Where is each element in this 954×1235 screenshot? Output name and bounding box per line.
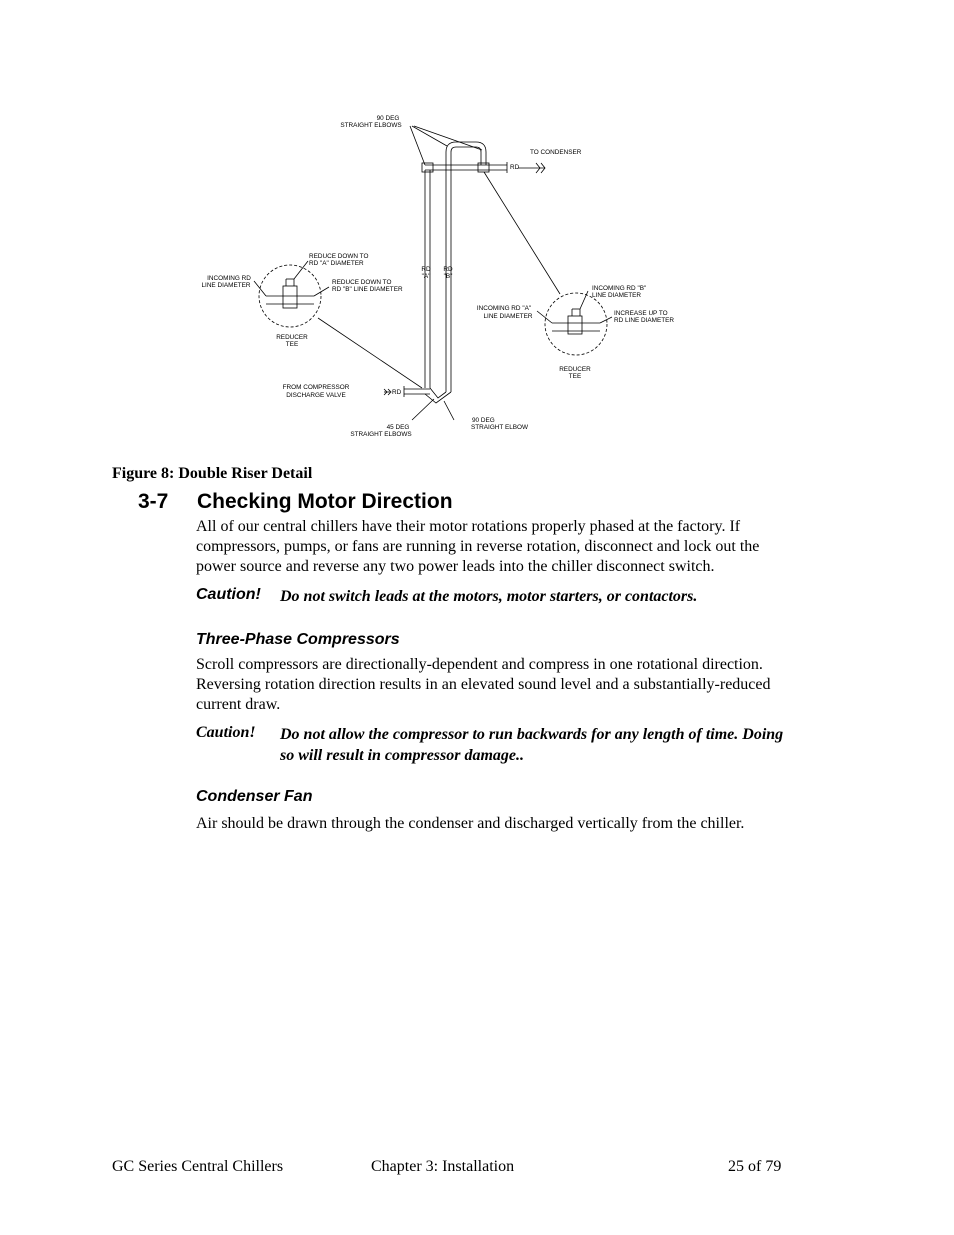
label-reduce-a-2: RD "A" DIAMETER bbox=[309, 260, 364, 267]
footer-center: Chapter 3: Installation bbox=[371, 1158, 515, 1175]
caution-text bbox=[280, 586, 697, 607]
footer-left: GC Series Central Chillers bbox=[112, 1158, 284, 1175]
label-rd-bottom: RD bbox=[392, 389, 402, 396]
footer-page-number: 25 of 79 bbox=[728, 1158, 782, 1175]
figure-caption: Figure 8: Double Riser Detail bbox=[112, 465, 313, 482]
label-incoming-rd-b-1: INCOMING RD "B" bbox=[592, 285, 647, 292]
label-reducer-tee-right-1: REDUCER bbox=[559, 366, 591, 373]
label-elbows-90-top-1: 90 DEG bbox=[376, 115, 400, 122]
label-reduce-b-1: REDUCE DOWN TO bbox=[332, 279, 392, 286]
intro-paragraph bbox=[196, 517, 836, 577]
label-reducer-tee-right-2: TEE bbox=[568, 373, 582, 380]
condenser-fan-heading: Condenser Fan bbox=[196, 788, 313, 805]
three-phase-line: Reversing rotation direction results in an elevated sound level and a substantially-reduced bbox=[196, 676, 771, 693]
caution-label-2: Caution! bbox=[196, 724, 256, 741]
label-reducer-tee-left-1: REDUCER bbox=[276, 334, 308, 341]
label-rd-b-2: "B" bbox=[443, 273, 453, 280]
condenser-fan-paragraph bbox=[196, 814, 836, 834]
label-elbows-45-1: 45 DEG bbox=[386, 424, 410, 431]
label-to-condenser: TO CONDENSER bbox=[530, 149, 582, 156]
label-elbow-90-bottom-1: 90 DEG bbox=[472, 417, 495, 424]
intro-line: power source and reverse any two power leads into the chiller disconnect switch. bbox=[196, 558, 715, 575]
label-incoming-rd-a-1: INCOMING RD "A" bbox=[476, 305, 532, 312]
caution-line: so will result in compressor damage.. bbox=[280, 747, 525, 764]
label-incoming-rd-2: LINE DIAMETER bbox=[201, 282, 251, 289]
three-phase-line: Scroll compressors are directionally-dependent and compress in one rotational direction. bbox=[196, 656, 763, 673]
label-elbows-90-top-2: STRAIGHT ELBOWS bbox=[340, 122, 402, 129]
section-title: Checking Motor Direction bbox=[197, 490, 453, 513]
label-reducer-tee-left-2: TEE bbox=[285, 341, 299, 348]
section-number: 3-7 bbox=[138, 490, 169, 513]
double-riser-diagram bbox=[196, 108, 682, 448]
label-rd-top: RD bbox=[510, 164, 520, 171]
intro-line: compressors, pumps, or fans are running in reverse rotation, disconnect and lock out the bbox=[196, 538, 760, 555]
label-rd-b-1: RD bbox=[443, 266, 453, 273]
condenser-fan-line: Air should be drawn through the condenser and discharged vertically from the chiller. bbox=[196, 815, 745, 832]
label-incoming-rd-b-2: LINE DIAMETER bbox=[592, 292, 642, 299]
label-from-compressor-2: DISCHARGE VALVE bbox=[286, 392, 346, 399]
label-from-compressor-1: FROM COMPRESSOR bbox=[282, 384, 350, 391]
label-reduce-b-2: RD "B" LINE DIAMETER bbox=[332, 286, 403, 293]
label-incoming-rd-1: INCOMING RD bbox=[207, 275, 251, 282]
caution-line: Do not switch leads at the motors, motor starters, or contactors. bbox=[280, 588, 698, 605]
label-rd-a-2: "A" bbox=[421, 273, 431, 280]
double-riser-drawing bbox=[196, 108, 682, 448]
label-increase-2: RD LINE DIAMETER bbox=[614, 317, 675, 324]
label-elbow-90-bottom-2: STRAIGHT ELBOW bbox=[471, 424, 529, 431]
label-rd-a-1: RD bbox=[421, 266, 431, 273]
label-reduce-a-1: REDUCE DOWN TO bbox=[309, 253, 369, 260]
label-incoming-rd-a-2: LINE DIAMETER bbox=[483, 313, 533, 320]
three-phase-heading: Three-Phase Compressors bbox=[196, 631, 400, 648]
caution-text-2 bbox=[280, 724, 783, 766]
three-phase-paragraph bbox=[196, 655, 836, 715]
label-elbows-45-2: STRAIGHT ELBOWS bbox=[350, 431, 412, 438]
three-phase-line: current draw. bbox=[196, 696, 281, 713]
caution-label: Caution! bbox=[196, 586, 261, 603]
label-increase-1: INCREASE UP TO bbox=[614, 310, 668, 317]
caution-line: Do not allow the compressor to run backwards for any length of time. Doing bbox=[280, 726, 784, 743]
intro-line: All of our central chillers have their motor rotations properly phased at the factory. If bbox=[196, 518, 741, 535]
